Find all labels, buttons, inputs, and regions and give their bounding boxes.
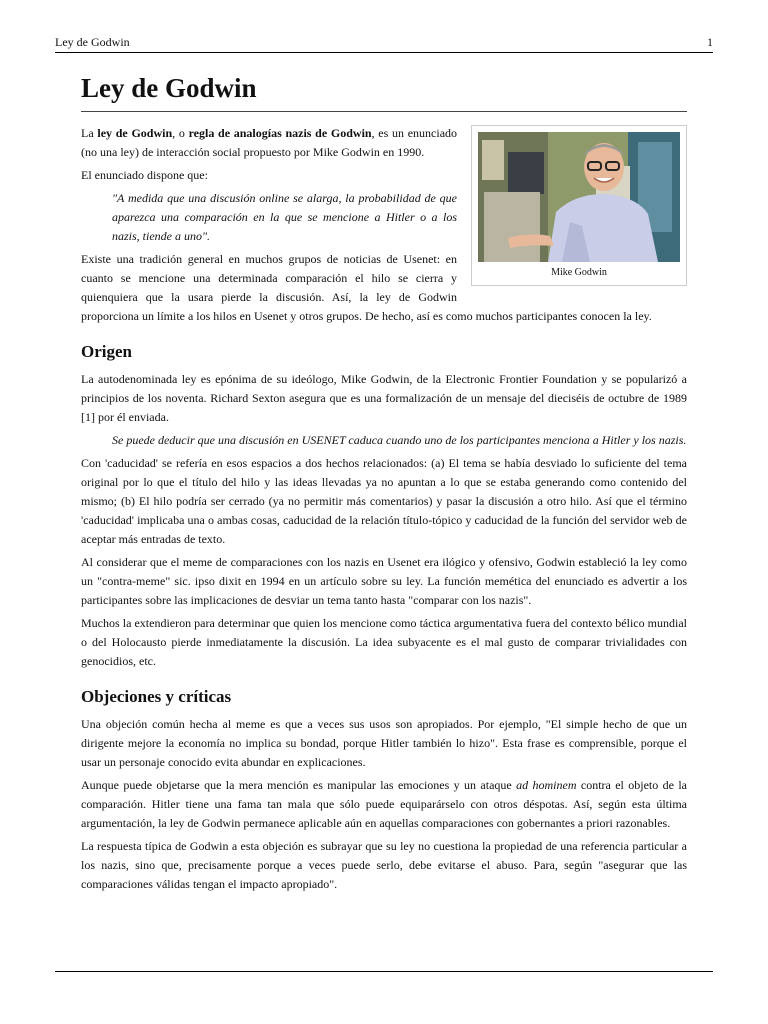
intro-text: , o [172, 126, 189, 140]
origen-paragraph-2: Con 'caducidad' se refería en esos espacios a dos hechos relacionados: (a) El tema se había desviado lo suficiente del tema original por lo que el título del hilo y las ideas llevadas ya no apuntan a lo que se estaba generando como contenido del mismo; (b) El hilo podría ser cerrado (ya no permitir más comentarios) y pasar la discusión a otro hilo. Así que el término 'caducidad' implicaba una o ambas cosas, caducidad de la relación título-tópico y caducidad de la función del servidor web de aceptar más entradas de texto. [81, 456, 687, 546]
figure-caption: Mike Godwin [551, 267, 607, 278]
term-bold: ley de Godwin [97, 126, 173, 140]
running-title: Ley de Godwin [55, 35, 130, 49]
usenet-paragraph: Existe una tradición general en muchos grupos de noticias de Usenet: en cuanto se mencione una determinada comparación el hilo se cierra y quienquiera que la usara pierde la discusión. Así, la ley de Godwin proporciona un límite a los hilos en Usenet y otros grupos. De hecho, así es como muchos participantes conocen la ley. [81, 252, 652, 323]
origen-paragraph-3: Al considerar que el meme de comparaciones con los nazis en Usenet era ilógico y ofensivo, Godwin estableció la ley como un "contra-meme" sic. ipso dixit en 1994 en un artículo sobre su ley. La función memética del enunciado es advertir a los participantes sobre las implicaciones de desviar un tema tanto hasta "comparar con los nazis". [81, 555, 687, 607]
article-title: Ley de Godwin [81, 70, 687, 112]
term-bold: regla de analogías nazis de Godwin [188, 126, 372, 140]
statement-lead: El enunciado dispone que: [81, 168, 208, 182]
intro-text: La [81, 126, 98, 140]
objeciones-text: Aunque puede objetarse que la mera mención es manipular las emociones y un ataque [81, 778, 517, 792]
objeciones-paragraph-1: Una objeción común hecha al meme es que a veces sus usos son apropiados. Por ejemplo, "El simple hecho de que un dirigente mejore la economía no implica su bondad, porque Hitler también lo hizo". Esta frase es comprensible, porque el usar un personaje conocido evita abundar en explicaciones. [81, 717, 687, 769]
latin-term: ad hominem [516, 778, 577, 792]
section-heading-objeciones: Objeciones y críticas [81, 687, 232, 706]
sexton-quote: Se puede deducir que una discusión en USENET caduca cuando uno de los participantes menciona a Hitler y los nazis. [112, 433, 687, 447]
objeciones-text: contra el objeto de la comparación. Hitler tiene una fama tan mala que sólo puede equiparárselo con otros déspotas. Así, según esta última argumentación, la ley de Godwin permanece aplicable aún en aquellas comparaciones con gobernantes a priori razonables. [81, 778, 688, 830]
footer-rule [55, 971, 713, 972]
law-quote: "A medida que una discusión online se alarga, la probabilidad de que aparezca una comparación en la que se mencione a Hitler o a los nazis, tiende a uno". [112, 191, 457, 243]
section-heading-origen: Origen [81, 342, 132, 361]
intro-text: , es un enunciado (no una ley) de interacción social propuesto por Mike Godwin en 1990. [81, 126, 458, 159]
objeciones-paragraph-2 [81, 776, 687, 833]
objeciones-paragraph-3: La respuesta típica de Godwin a esta objeción es subrayar que su ley no cuestiona la propiedad de una referencia particular a los nazis, sino que, precisamente porque a veces puede serlo, debe evitarse el abuso. Para, según "asegurar que las comparaciones válidas tengan el impacto apropiado". [81, 839, 687, 891]
page-number: 1 [707, 35, 713, 49]
article-body [81, 70, 687, 898]
origen-paragraph-4: Muchos la extendieron para determinar que quien los mencione como táctica argumentativa fuera del contexto bélico mundial o del Holocausto pierde inmediatamente la discusión. La idea subyacente es el mal gusto de comparar trivialidades con genocidios, etc. [81, 616, 687, 668]
portrait-photo [478, 132, 680, 262]
origen-paragraph-1: La autodenominada ley es epónima de su ideólogo, Mike Godwin, de la Electronic Frontier Foundation y se popularizó a principios de los noventa. Richard Sexton asegura que es una formalización de un mensaje del dieciséis de octubre de 1989 [1] por él enviada. [81, 372, 687, 424]
running-header [55, 35, 713, 53]
article-figure [471, 125, 687, 286]
